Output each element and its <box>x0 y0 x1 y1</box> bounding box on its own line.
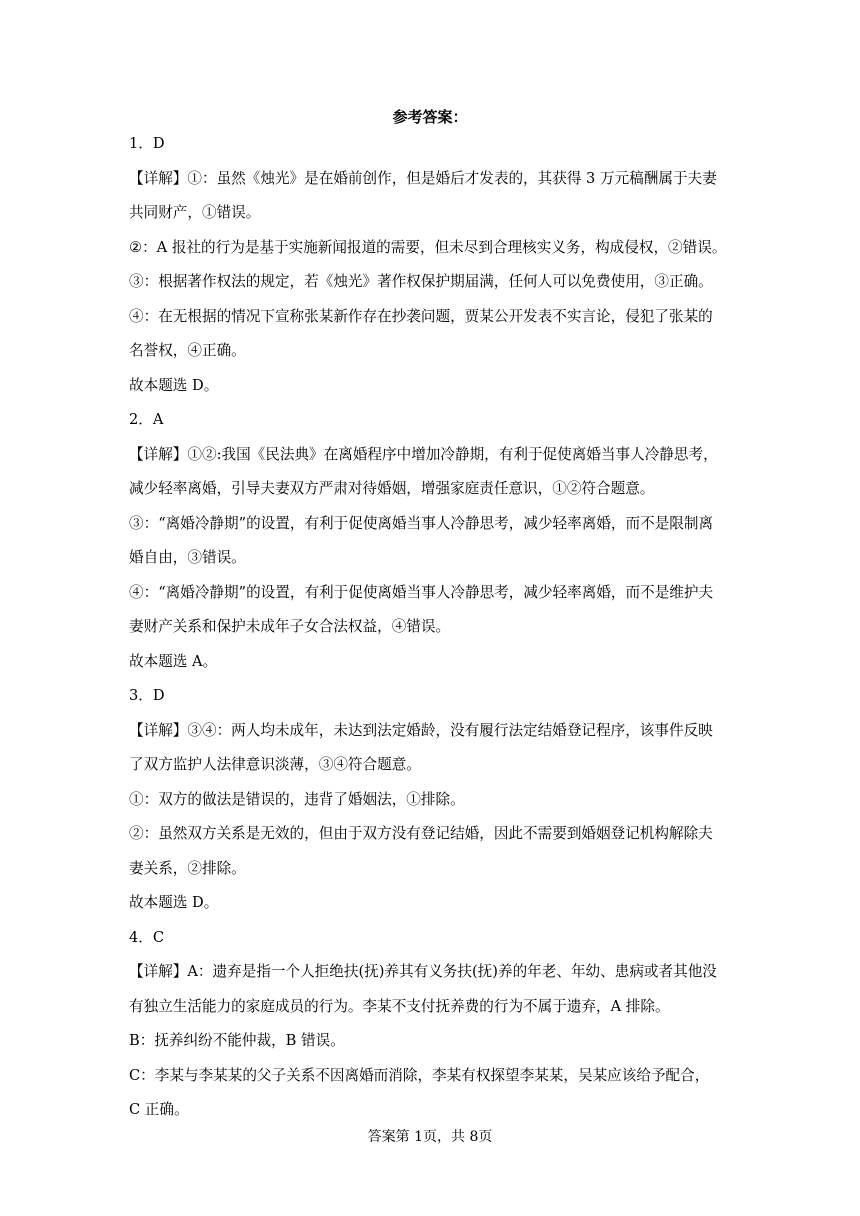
explanation-paragraph <box>129 444 731 500</box>
text-line: 故本题选 A。 <box>129 652 218 670</box>
page-footer: 答案第 1页，共 8页 <box>367 1129 493 1145</box>
answer-content <box>129 133 731 1134</box>
text-line: ②：虽然双方关系是无效的，但由于双方没有登记结婚，因此不需要到婚姻登记机构解除夫 <box>129 825 713 842</box>
text-line: 婚自由，③错误。 <box>129 549 246 566</box>
text-line: 减少轻率离婚，引导夫妻双方严肃对待婚姻，增强家庭责任意识，①②符合题意。 <box>129 480 655 497</box>
text-line: C：李某与李某某的父子关系不因离婚而消除，李某有权探望李某某，吴某应该给予配合， <box>129 1066 710 1084</box>
explanation-paragraph <box>129 306 731 362</box>
explanation-paragraph <box>129 237 731 258</box>
explanation-paragraph <box>129 1065 731 1121</box>
text-line: ④：在无根据的情况下宣称张某新作存在抄袭问题，贾某公开发表不实言论，侵犯了张某的 <box>129 307 713 325</box>
explanation-paragraph <box>129 892 731 913</box>
explanation-paragraph <box>129 582 731 638</box>
text-line: ①：双方的做法是错误的，违背了婚姻法，①排除。 <box>129 790 465 808</box>
explanation-paragraph <box>129 1030 731 1051</box>
page-title: 参考答案： <box>392 108 468 126</box>
text-line: ③：“离婚冷静期”的设置，有利于促使离婚当事人冷静思考，减少轻率离婚，而不是限制离 <box>129 514 714 532</box>
explanation-paragraph <box>129 271 731 292</box>
explanation-paragraph <box>129 513 731 569</box>
explanation-paragraph <box>129 720 731 776</box>
answer-label: 3．D <box>129 687 165 704</box>
text-line: 了双方监护人法律意识淡薄，③④符合题意。 <box>129 756 421 773</box>
text-line: 故本题选 D。 <box>129 376 219 394</box>
answer-label: 4．C <box>129 928 165 946</box>
text-line: 共同财产，①错误。 <box>129 204 261 221</box>
text-line: 妻关系，②排除。 <box>129 859 246 877</box>
answer-label: 1．D <box>129 135 165 152</box>
text-line: ③：根据著作权法的规定，若《烛光》著作权保护期届满，任何人可以免费使用，③正确。 <box>129 273 713 290</box>
text-line: ②：A 报社的行为是基于实施新闻报道的需要，但未尽到合理核实义务，构成侵权，②错误。 <box>129 238 727 256</box>
text-line: ④：“离婚冷静期”的设置，有利于促使离婚当事人冷静思考，减少轻率离婚，而不是维护夫 <box>129 583 714 601</box>
explanation-paragraph <box>129 961 731 1017</box>
text-line: 【详解】A：遗弃是指一个人拒绝扶(抚)养其有义务扶(抚)养的年老、年幼、患病或者其他没 <box>129 963 717 980</box>
text-line: 【详解】①②:我国《民法典》在离婚程序中增加冷静期，有利于促使离婚当事人冷静思考， <box>129 445 718 463</box>
text-line: 【详解】③④：两人均未成年，未达到法定婚龄，没有履行法定结婚登记程序，该事件反映 <box>129 721 713 739</box>
text-line: 名誉权，④正确。 <box>129 342 246 359</box>
text-line: 【详解】①：虽然《烛光》是在婚前创作，但是婚后才发表的，其获得 3 万元稿酬属于夫妻 <box>129 169 717 187</box>
text-line: C 正确。 <box>129 1101 189 1118</box>
explanation-paragraph <box>129 651 731 672</box>
explanation-paragraph <box>129 168 731 224</box>
explanation-paragraph <box>129 375 731 396</box>
text-line: 故本题选 D。 <box>129 894 219 911</box>
text-line: 有独立生活能力的家庭成员的行为。李某不支付抚养费的行为不属于遗弃，A 排除。 <box>129 997 670 1015</box>
answer-label: 2．A <box>129 411 164 428</box>
text-line: 妻财产关系和保护未成年子女合法权益，④错误。 <box>129 618 451 635</box>
text-line: B：抚养纠纷不能仲裁，B 错误。 <box>129 1032 345 1049</box>
explanation-paragraph <box>129 789 731 810</box>
explanation-paragraph <box>129 823 731 879</box>
